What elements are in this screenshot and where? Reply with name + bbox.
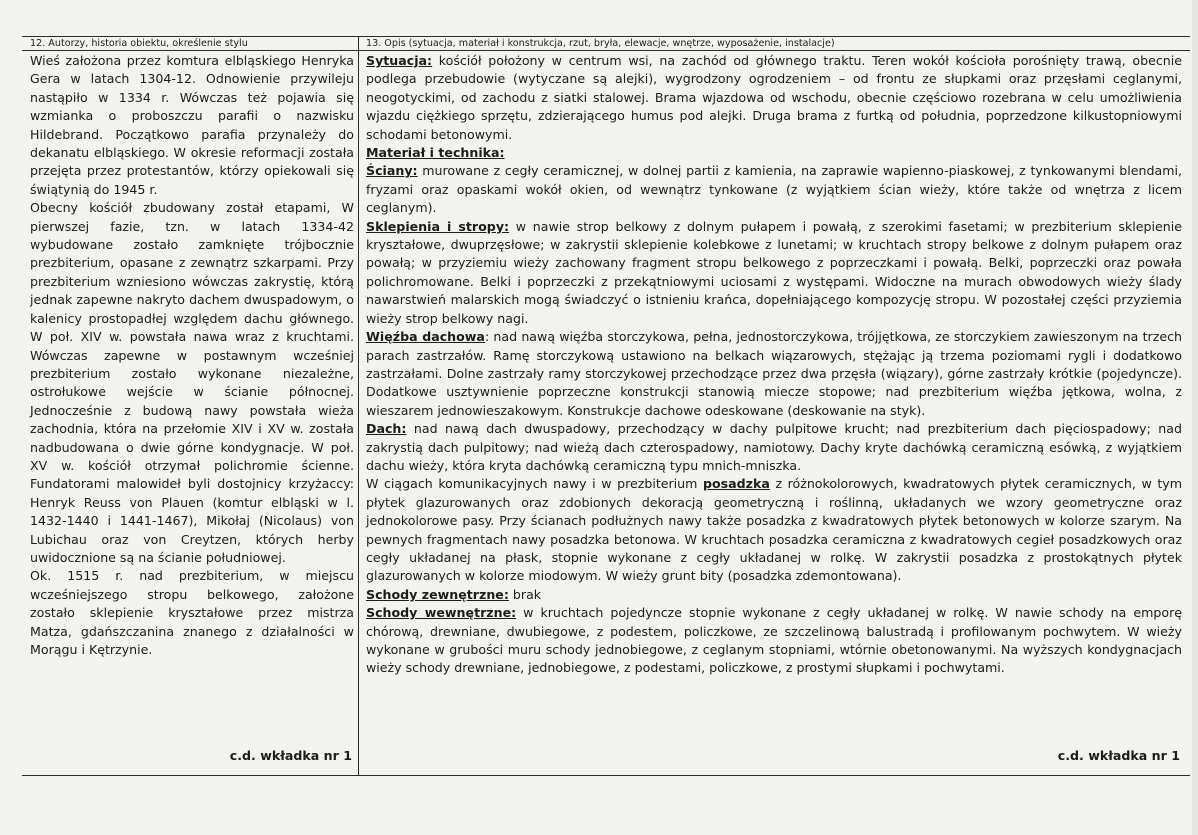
description-column	[358, 37, 1190, 775]
posadzka-after: z różnokolorowych, kwadratowych płytek ceramicznych, w tym płytek glazurowanych oraz zdobionych dekoracją geometryczną i roślinną, układanych we wzory geometryczne oraz jednokolorowe pasy. Przy ścianach podłużnych nawy także posadzka z kwadratowych płytek betonowych w kolorze szarym. Na pewnych fragmentach nawy posadzka betonowa. W kruchtach posadzka ceramiczna z kwadratowych cegieł posadzkowych oraz cegły układanej na płask, stopnie wykonane z cegły układanej w rolkę. W zakrystii posadzka z prostokątnych płytek glazurowanych w kolorze miodowym. W wieży grunt bity (posadzka zdemontowana).	[366, 476, 1182, 584]
history-paragraph-1: Wieś założona przez komtura elbląskiego Henryka Gera w latach 1304-12. Odnowienie przywileju nastąpiło w 1334 r. Wówczas też pojawia się wzmianka o proboszczu parafii o nazwisku Hildebrand. Początkowo parafia przynależy do dekanatu elbląskiego. W okresie reformacji została przejęta przez protestantów, którzy opiekowali się świątynią do 1945 r.	[30, 53, 354, 197]
dach-label: Dach:	[366, 421, 407, 437]
section-13-header: 13. Opis (sytuacja, materiał i konstrukcja, rzut, bryła, elewacje, wnętrze, wyposażenie, instalacje)	[359, 37, 1190, 51]
sklepienia-text: w nawie strop belkowy z dolnym pułapem i powałą, z szerokimi fasetami; w prezbiterium sklepienie kryształowe, dwuprzęsłowe; w zakrystii sklepienie kolebkowe z lunetami; w kruchtach stropy belkowe z dolnym pułapem oraz powałą; w przyziemiu wieży zachowany fragment stropu belkowego z poprzeczkami i powałą. Belki, poprzeczki oraz powała polichromowane. Belki i poprzeczki z przekątniowymi uciosami z występami. Widoczne na murach obwodowych wieży ślady nawarstwień malarskich mogą świadczyć o istnieniu krańca, dopełniającego kompozycję stropu. W pozostałej części przyziemia wieży strop belkowy nagi.	[366, 218, 1182, 326]
material-heading-paragraph	[366, 144, 1182, 162]
sytuacja-paragraph	[366, 52, 1182, 144]
posadzka-label: posadzka	[703, 476, 770, 492]
schody-wewnetrzne-text: w kruchtach pojedyncze stopnie wykonane z cegły układanej w rolkę. W nawie schody na emporę chórową, drewniane, dwubiegowe, z podestem, policzkowe, ze szczelinową balustradą i profilowanym pochwytem. W wieży wykonane w grubości muru schody jednobiegowe, z ceglanym stopniami, wtórnie obetonowanymi. Na wyższych kondygnacjach wieży schody drewniane, jednobiegowe, z podestami, policzkowe, z prostymi słupkami i pochwytami.	[366, 605, 1182, 676]
posadzka-paragraph	[366, 475, 1182, 585]
description-continued-note: c.d. wkładka nr 1	[1057, 748, 1180, 763]
sklepienia-paragraph	[366, 218, 1182, 328]
section-12-header: 12. Autorzy, historia obiektu, określenie stylu	[22, 37, 358, 51]
wiezba-paragraph	[366, 328, 1182, 420]
sciany-text: murowane z cegły ceramicznej, w dolnej partii z kamienia, na zaprawie wapienno-piaskowej, z tynkowanymi blendami, fryzami oraz opaskami wokół okien, od wewnątrz tynkowane (z wyjątkiem ścian wieży, które także od wnętrza z licem ceglanym).	[366, 163, 1182, 216]
posadzka-before: W ciągach komunikacyjnych nawy i w prezbiterium	[366, 476, 703, 492]
schody-zewnetrzne-label: Schody zewnętrzne:	[366, 586, 509, 602]
scan-edge	[1192, 0, 1198, 835]
description-text	[366, 52, 1182, 678]
dach-text: nad nawą dach dwuspadowy, przechodzący w dachy pulpitowe krucht; nad prezbiterium dach pięciospadowy; nad zakrystią dach pulpitowy; nad wieżą dach czterospadowy, namiotowy. Dachy kryte dachówką ceramiczną esówką, z wyjątkiem dachu wieży, która kryta dachówką ceramiczną typu mnich-mniszka.	[366, 421, 1182, 473]
sytuacja-text: kościół położony w centrum wsi, na zachód od głównego traktu. Teren wokół kościoła porośnięty trawą, obecnie podlega przebudowie (wytyczane są alejki), wygrodzony ogrodzeniem – od frontu ze słupkami oraz przęsłami ceglanymi, neogotyckimi, od zachodu z siatki stalowej. Brama wjazdowa od wschodu, obecnie częściowo rozebrana w celu umożliwienia wjazdu ciężkiego sprzętu, zdzierającego humus pod alejki. Druga brama z furtką od południa, poprzedzone kilkustopniowymi schodami betonowymi.	[366, 53, 1182, 142]
wiezba-text: : nad nawą więźba storczykowa, pełna, jednostorczykowa, trójjętkowa, ze storczykiem zawieszonym na trzech parach zastrzałów. Ramę storczykową ustawiono na belkach wiązarowych, stężając ją trzema poziomami rygli i dodatkowo zastrzałami. Dolne zastrzały ramy storczykowej przechodzące przez dwa przęsła (wiązary), górne zastrzały krótkie (pojedyncze). Dodatkowe usztywnienie poprzeczne konstrukcji stanowią miecze stopowe; nad prezbiterium więźba jętkowa, wolna, z wieszarem jednowieszakowym. Konstrukcje dachowe odeskowane (deskowanie na styk).	[366, 329, 1182, 418]
form-sheet	[22, 36, 1190, 776]
schody-wewnetrzne-label: Schody wewnętrzne:	[366, 605, 517, 621]
history-column	[22, 37, 358, 775]
sytuacja-label: Sytuacja:	[366, 53, 433, 68]
history-paragraph-2: Obecny kościół zbudowany został etapami, W pierwszej fazie, tzn. w latach 1334-42 wybudowane zostało zamknięte trójbocznie prezbiterium, opasane z zewnątrz szkarpami. Przy prezbiterium wzniesiono wówczas zakrystię, którą jednak zapewne nakryto dachem dwuspadowym, o kalenicy prostopadłej względem dachu głównego. W poł. XIV w. powstała nawa wraz z kruchtami. Wówczas zapewne w postawnym wcześniej prezbiterium zostało wykonane niezależne, ostrołukowe wejście w ścianie północnej. Jednocześnie z budową nawy powstała wieża zachodnia, która na przełomie XIV i XV w. została nadbudowana o dwie górne kondygnacje. W poł. XV w. kościół otrzymał polichromie ścienne. Fundatorami malowideł byli dostojnicy krzyżaccy: Henryk Reuss von Plauen (komtur elbląski w l. 1432-1440 i 1441-1467), Mikołaj (Nicolaus) von Lubichau oraz von Creytzen, których herby uwidocznione są na ścianie południowej.	[30, 200, 354, 565]
sklepienia-label: Sklepienia i stropy:	[366, 218, 510, 234]
schody-zewnetrzne-text: brak	[508, 586, 542, 602]
sciany-label: Ściany:	[366, 163, 418, 179]
history-paragraph-3: Ok. 1515 r. nad prezbiterium, w miejscu wcześniejszego stropu belkowego, założone zostało sklepienie kryształowe przez mistrza Matza, gdańszczanina znanego z działalności w Morągu i Kętrzynie.	[30, 568, 354, 657]
wiezba-label: Więźba dachowa	[366, 329, 485, 345]
schody-wewnetrzne-paragraph	[366, 604, 1182, 678]
history-text	[30, 52, 354, 659]
dach-paragraph	[366, 420, 1182, 475]
material-heading: Materiał i technika:	[366, 145, 505, 161]
sciany-paragraph	[366, 162, 1182, 217]
schody-zewnetrzne-paragraph	[366, 586, 1182, 604]
history-continued-note: c.d. wkładka nr 1	[229, 748, 352, 763]
